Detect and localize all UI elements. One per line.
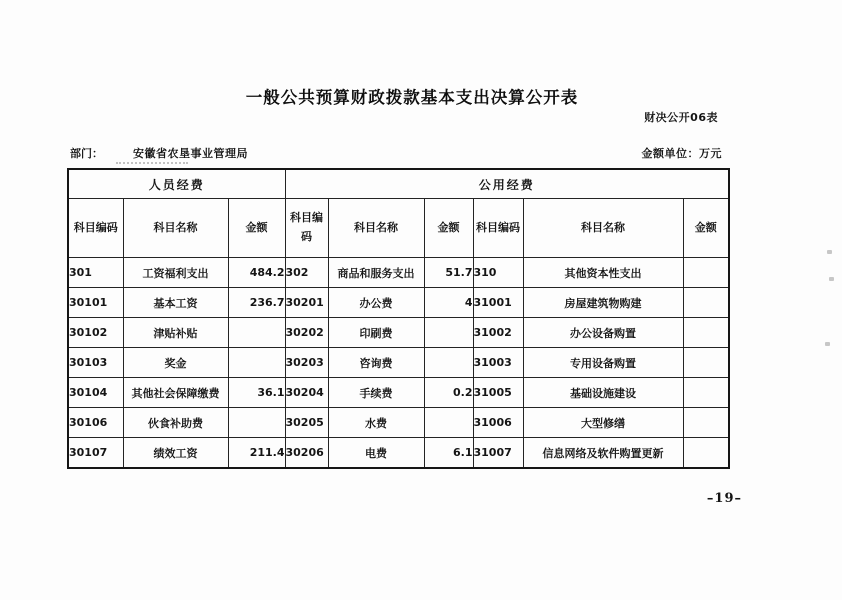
group-header-public-funds: 公用经费 — [285, 169, 729, 199]
subject-code-cell: 31006 — [473, 408, 523, 438]
subject-code-cell: 30201 — [285, 288, 328, 318]
subject-name-cell: 办公费 — [328, 288, 424, 318]
amount-cell: 51.7 — [424, 258, 473, 288]
form-number-label: 财决公开06表 — [644, 111, 718, 124]
subject-code-cell: 30106 — [68, 408, 123, 438]
subject-name-cell: 信息网络及软件购置更新 — [523, 438, 683, 469]
amount-cell — [683, 348, 729, 378]
amount-cell: 211.4 — [228, 438, 285, 469]
scan-artifact — [827, 250, 832, 254]
subject-code-cell: 30206 — [285, 438, 328, 469]
amount-cell: 36.1 — [228, 378, 285, 408]
amount-cell — [683, 258, 729, 288]
group-header-personnel-funds: 人员经费 — [68, 169, 285, 199]
subject-name-cell: 办公设备购置 — [523, 318, 683, 348]
column-header-amount-2: 金额 — [424, 199, 473, 258]
amount-cell — [424, 348, 473, 378]
subject-name-cell: 手续费 — [328, 378, 424, 408]
department-label: 部门： — [70, 147, 103, 160]
page-title: 一般公共预算财政拨款基本支出决算公开表 — [245, 88, 579, 107]
table-row — [68, 318, 729, 348]
amount-cell: 236.7 — [228, 288, 285, 318]
amount-cell — [424, 408, 473, 438]
scan-artifact — [829, 277, 834, 281]
amount-cell — [424, 318, 473, 348]
subject-name-cell: 津贴补贴 — [123, 318, 228, 348]
column-header-subject-name-2: 科目名称 — [328, 199, 424, 258]
subject-code-cell: 30101 — [68, 288, 123, 318]
amount-cell — [228, 318, 285, 348]
subject-code-cell: 30205 — [285, 408, 328, 438]
subject-name-cell: 工资福利支出 — [123, 258, 228, 288]
subject-code-cell: 30203 — [285, 348, 328, 378]
amount-cell: 4 — [424, 288, 473, 318]
subject-code-cell: 30104 — [68, 378, 123, 408]
subject-code-cell: 31005 — [473, 378, 523, 408]
subject-code-cell: 310 — [473, 258, 523, 288]
subject-name-cell: 专用设备购置 — [523, 348, 683, 378]
subject-code-cell: 30107 — [68, 438, 123, 469]
subject-code-cell: 31007 — [473, 438, 523, 469]
subject-code-cell: 30202 — [285, 318, 328, 348]
subject-name-cell: 印刷费 — [328, 318, 424, 348]
scan-artifact — [825, 342, 830, 346]
subject-code-cell: 30204 — [285, 378, 328, 408]
amount-unit-label: 金额单位：万元 — [641, 147, 722, 160]
column-header-subject-name-3: 科目名称 — [523, 199, 683, 258]
subject-name-cell: 基本工资 — [123, 288, 228, 318]
subject-name-cell: 伙食补助费 — [123, 408, 228, 438]
subject-name-cell: 电费 — [328, 438, 424, 469]
subject-name-cell: 商品和服务支出 — [328, 258, 424, 288]
subject-code-cell: 30103 — [68, 348, 123, 378]
subject-name-cell: 水费 — [328, 408, 424, 438]
subject-name-cell: 其他社会保障缴费 — [123, 378, 228, 408]
amount-cell — [228, 408, 285, 438]
subject-code-cell: 301 — [68, 258, 123, 288]
amount-cell: 484.2 — [228, 258, 285, 288]
subject-name-cell: 绩效工资 — [123, 438, 228, 469]
column-header-subject-name-1: 科目名称 — [123, 199, 228, 258]
amount-cell — [683, 378, 729, 408]
subject-name-cell: 房屋建筑物购建 — [523, 288, 683, 318]
subject-code-cell: 31002 — [473, 318, 523, 348]
budget-expenditure-table — [67, 168, 730, 469]
subject-name-cell: 其他资本性支出 — [523, 258, 683, 288]
department-line — [70, 145, 248, 161]
page-number: –19– — [706, 491, 742, 506]
scan-artifact — [116, 162, 188, 164]
subject-code-cell: 302 — [285, 258, 328, 288]
subject-code-cell: 31001 — [473, 288, 523, 318]
subject-code-cell: 30102 — [68, 318, 123, 348]
table-row — [68, 288, 729, 318]
column-header-subject-code-1: 科目编码 — [68, 199, 123, 258]
subject-code-cell: 31003 — [473, 348, 523, 378]
column-header-amount-3: 金额 — [683, 199, 729, 258]
department-name: 安徽省农垦事业管理局 — [133, 147, 248, 160]
column-header-subject-code-3: 科目编码 — [473, 199, 523, 258]
amount-cell — [683, 288, 729, 318]
column-header-subject-code-2: 科目编码 — [285, 199, 328, 258]
subject-name-cell: 基础设施建设 — [523, 378, 683, 408]
amount-cell: 6.1 — [424, 438, 473, 469]
subject-name-cell: 大型修缮 — [523, 408, 683, 438]
amount-cell — [683, 408, 729, 438]
amount-cell: 0.2 — [424, 378, 473, 408]
table-row — [68, 348, 729, 378]
table-row — [68, 408, 729, 438]
subject-name-cell: 咨询费 — [328, 348, 424, 378]
column-header-amount-1: 金额 — [228, 199, 285, 258]
table-row — [68, 258, 729, 288]
table-row — [68, 378, 729, 408]
subject-name-cell: 奖金 — [123, 348, 228, 378]
amount-cell — [683, 438, 729, 469]
amount-cell — [683, 318, 729, 348]
amount-cell — [228, 348, 285, 378]
table-row — [68, 438, 729, 469]
